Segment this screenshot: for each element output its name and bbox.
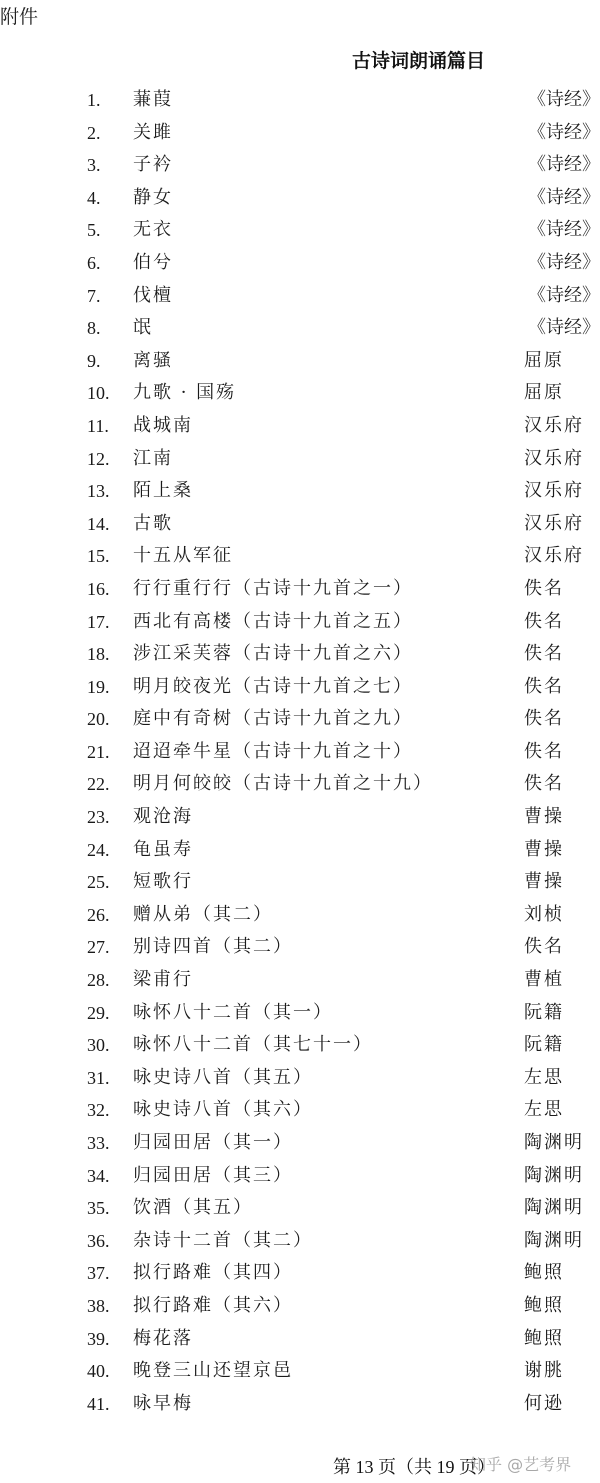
poem-author: 曹操 [524,838,564,860]
poem-author: 陶渊明 [524,1229,584,1251]
poem-author: 汉乐府 [524,545,584,567]
item-number: 3. [87,155,101,176]
item-number: 15. [87,546,110,567]
poem-author: 《诗经》 [528,251,600,273]
list-item [0,638,600,671]
poem-title: 蒹葭 [133,89,173,110]
list-item [0,1029,600,1062]
list-item [0,703,600,736]
item-number: 16. [87,578,110,599]
poem-author: 鲍照 [524,1294,564,1316]
poem-author: 佚名 [524,773,564,795]
list-item [0,964,600,997]
item-number: 21. [87,741,110,762]
list-item [0,247,600,280]
poem-title: 十五从军征 [133,545,233,567]
item-number: 38. [87,1295,110,1316]
poem-title: 拟行路难（其四） [133,1262,293,1284]
item-number: 25. [87,872,110,893]
poem-title: 迢迢牵牛星（古诗十九首之十） [133,740,413,762]
poem-author: 阮籍 [524,1034,564,1056]
poem-author: 阮籍 [524,1001,564,1023]
poem-title: 杂诗十二首（其二） [133,1229,313,1251]
item-number: 12. [87,448,110,469]
poem-title: 关雎 [133,121,173,143]
poem-title: 短歌行 [133,871,193,893]
list-item [0,1355,600,1388]
watermark: 知乎 @艺考界 [470,1455,572,1474]
poem-title: 拟行路难（其六） [133,1294,293,1316]
list-item [0,117,600,150]
item-number: 27. [87,937,110,958]
poem-author: 佚名 [524,610,564,632]
poem-title: 陌上桑 [133,480,193,502]
item-number: 14. [87,513,110,534]
item-number: 20. [87,709,110,730]
poem-author: 《诗经》 [528,154,600,176]
poem-title: 氓 [133,317,153,339]
poem-title: 子衿 [133,154,173,176]
item-number: 36. [87,1230,110,1251]
poem-author: 汉乐府 [524,414,584,436]
list-item [0,931,600,964]
poem-title: 江南 [133,447,173,469]
poem-author: 曹植 [524,969,564,991]
item-number: 19. [87,676,110,697]
poem-author: 屈原 [524,382,564,404]
poem-title: 涉江采芙蓉（古诗十九首之六） [133,643,413,665]
poem-author: 陶渊明 [524,1132,584,1153]
poem-author: 谢朓 [524,1360,564,1382]
list-item [0,899,600,932]
list-item [0,1225,600,1258]
poem-author: 《诗经》 [528,219,600,241]
page-number: 第 13 页（共 19 页） [333,1457,495,1477]
poem-author: 曹操 [524,871,564,893]
list-item [0,214,600,247]
poem-author: 佚名 [524,740,564,762]
poem-title: 归园田居（其一） [133,1132,293,1153]
item-number: 13. [87,481,110,502]
poem-title: 战城南 [133,414,193,436]
list-item [0,801,600,834]
list-item [0,280,600,313]
list-item [0,1388,600,1421]
poem-title: 咏史诗八首（其六） [133,1099,313,1121]
item-number: 18. [87,644,110,665]
page-title: 古诗词朗诵篇目 [352,50,486,72]
item-number: 32. [87,1100,110,1121]
list-item [0,834,600,867]
item-number: 34. [87,1165,110,1186]
poem-title: 别诗四首（其二） [133,936,293,958]
item-number: 5. [87,220,101,241]
list-item [0,1192,600,1225]
poem-author: 刘桢 [524,903,564,925]
item-number: 33. [87,1133,110,1153]
list-item [0,736,600,769]
poem-author: 佚名 [524,708,564,730]
attachment-label: 附件 [0,6,39,28]
item-number: 4. [87,187,101,208]
poem-title: 离骚 [133,349,173,371]
poem-author: 佚名 [524,936,564,958]
list-item [0,410,600,443]
list-item [0,1160,600,1193]
item-number: 29. [87,1002,110,1023]
list-item [0,997,600,1030]
poem-title: 古歌 [133,512,173,534]
item-number: 10. [87,383,110,404]
list-item [0,671,600,704]
item-number: 6. [87,252,101,273]
poem-title: 庭中有奇树（古诗十九首之九） [133,708,413,730]
poem-list [0,84,600,1420]
poem-title: 饮酒（其五） [133,1197,253,1219]
poem-title: 归园田居（其三） [133,1164,293,1186]
poem-author: 《诗经》 [528,284,600,306]
list-item [0,345,600,378]
list-item [0,1257,600,1290]
poem-author: 《诗经》 [528,186,600,208]
poem-title: 梁甫行 [133,969,193,991]
item-number: 11. [87,415,109,436]
poem-author: 汉乐府 [524,447,584,469]
item-number: 8. [87,318,101,339]
list-item [0,1094,600,1127]
poem-author: 《诗经》 [528,121,600,143]
item-number: 35. [87,1198,110,1219]
poem-author: 鲍照 [524,1262,564,1284]
list-item [0,1323,600,1356]
item-number: 26. [87,904,110,925]
list-item [0,443,600,476]
list-item [0,182,600,215]
list-item [0,1127,600,1160]
poem-title: 无衣 [133,219,173,241]
poem-author: 曹操 [524,806,564,828]
item-number: 7. [87,285,101,306]
poem-title: 伯兮 [133,251,173,273]
list-item [0,377,600,410]
item-number: 30. [87,1035,110,1056]
poem-title: 行行重行行（古诗十九首之一） [133,577,413,599]
poem-author: 佚名 [524,643,564,665]
item-number: 24. [87,839,110,860]
poem-author: 佚名 [524,675,564,697]
list-item [0,475,600,508]
poem-title: 咏史诗八首（其五） [133,1066,313,1088]
item-number: 23. [87,807,110,828]
poem-title: 赠从弟（其二） [133,903,273,925]
list-item [0,866,600,899]
poem-author: 佚名 [524,577,564,599]
poem-title: 咏怀八十二首（其一） [133,1001,333,1023]
poem-author: 陶渊明 [524,1164,584,1186]
poem-title: 咏怀八十二首（其七十一） [133,1034,373,1056]
list-item [0,1062,600,1095]
poem-title: 静女 [133,186,173,208]
poem-title: 梅花落 [133,1327,193,1349]
poem-title: 咏早梅 [133,1392,193,1414]
poem-author: 《诗经》 [528,89,600,110]
poem-author: 左思 [524,1099,564,1121]
poem-title: 西北有高楼（古诗十九首之五） [133,610,413,632]
poem-title: 观沧海 [133,806,193,828]
list-item [0,573,600,606]
list-item [0,1290,600,1323]
list-item [0,84,600,117]
poem-title: 明月何皎皎（古诗十九首之十九） [133,773,433,795]
item-number: 40. [87,1361,110,1382]
poem-title: 九歌 · 国殇 [133,382,237,404]
list-item [0,508,600,541]
list-item [0,540,600,573]
poem-author: 屈原 [524,349,564,371]
list-item [0,312,600,345]
item-number: 1. [87,90,101,110]
poem-author: 左思 [524,1066,564,1088]
item-number: 9. [87,350,101,371]
poem-author: 鲍照 [524,1327,564,1349]
item-number: 22. [87,774,110,795]
item-number: 37. [87,1263,110,1284]
poem-author: 汉乐府 [524,480,584,502]
list-item [0,606,600,639]
poem-title: 晚登三山还望京邑 [133,1360,293,1382]
poem-author: 《诗经》 [528,317,600,339]
item-number: 39. [87,1328,110,1349]
item-number: 41. [87,1393,110,1414]
poem-author: 陶渊明 [524,1197,584,1219]
item-number: 2. [87,122,101,143]
poem-title: 明月皎夜光（古诗十九首之七） [133,675,413,697]
poem-author: 汉乐府 [524,512,584,534]
list-item [0,149,600,182]
item-number: 28. [87,970,110,991]
poem-title: 龟虽寿 [133,838,193,860]
item-number: 17. [87,611,110,632]
poem-title: 伐檀 [133,284,173,306]
item-number: 31. [87,1067,110,1088]
list-item [0,768,600,801]
poem-author: 何逊 [524,1392,564,1414]
